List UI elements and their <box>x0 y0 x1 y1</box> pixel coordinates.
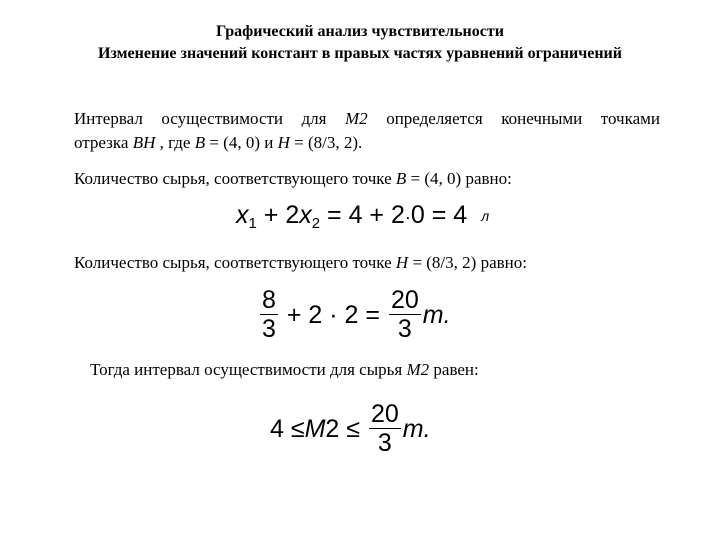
point-h: H <box>277 133 290 152</box>
paragraph-line: отрезка BH , где B = (4, 0) и H = (8/3, 2). <box>74 133 363 152</box>
stray-mark: л <box>481 208 490 224</box>
point-b: B <box>194 133 206 152</box>
equation-point-b: $x_1 + 2x_2 = 4 + 2\cdot 0 = 4$ л <box>236 201 490 232</box>
fraction: $\frac{8}{3}$ <box>262 286 276 343</box>
point-h-paragraph: Количество сырья, соответствующего точке H = (8/3, 2) равно: <box>74 253 527 272</box>
page-subtitle: Изменение значений констант в правых частях уравнений ограничений <box>98 45 622 62</box>
equation-interval: 4 ≤M2 ≤ $\frac{20}{3}$ m. <box>270 400 431 457</box>
conclusion-paragraph: Тогда интервал осуществимости для сырья M2 равен: <box>90 360 479 379</box>
variable-m2: M2 <box>345 109 368 128</box>
unit: m. <box>402 414 431 443</box>
segment-bh: BH <box>132 133 156 152</box>
point-b-paragraph: Количество сырья, соответствующего точке B = (4, 0) равно: <box>74 169 512 188</box>
fraction: $\frac{20}{3}$ <box>370 400 399 457</box>
fraction: $\frac{20}{3}$ <box>390 286 419 343</box>
page-title: Графический анализ чувствительности <box>216 23 504 40</box>
unit: m. <box>422 300 451 329</box>
equation-point-h: $\frac{8}{3}$ + 2 · 2 = $\frac{20}{3}$ m. <box>262 286 451 343</box>
point-h: H <box>395 253 409 272</box>
point-b: B <box>395 169 407 188</box>
variable-m2: M2 <box>406 360 430 379</box>
paragraph-line: Интервал осуществимости для M2 определяется конечными точками <box>74 109 660 128</box>
feasibility-interval-paragraph <box>74 107 660 155</box>
